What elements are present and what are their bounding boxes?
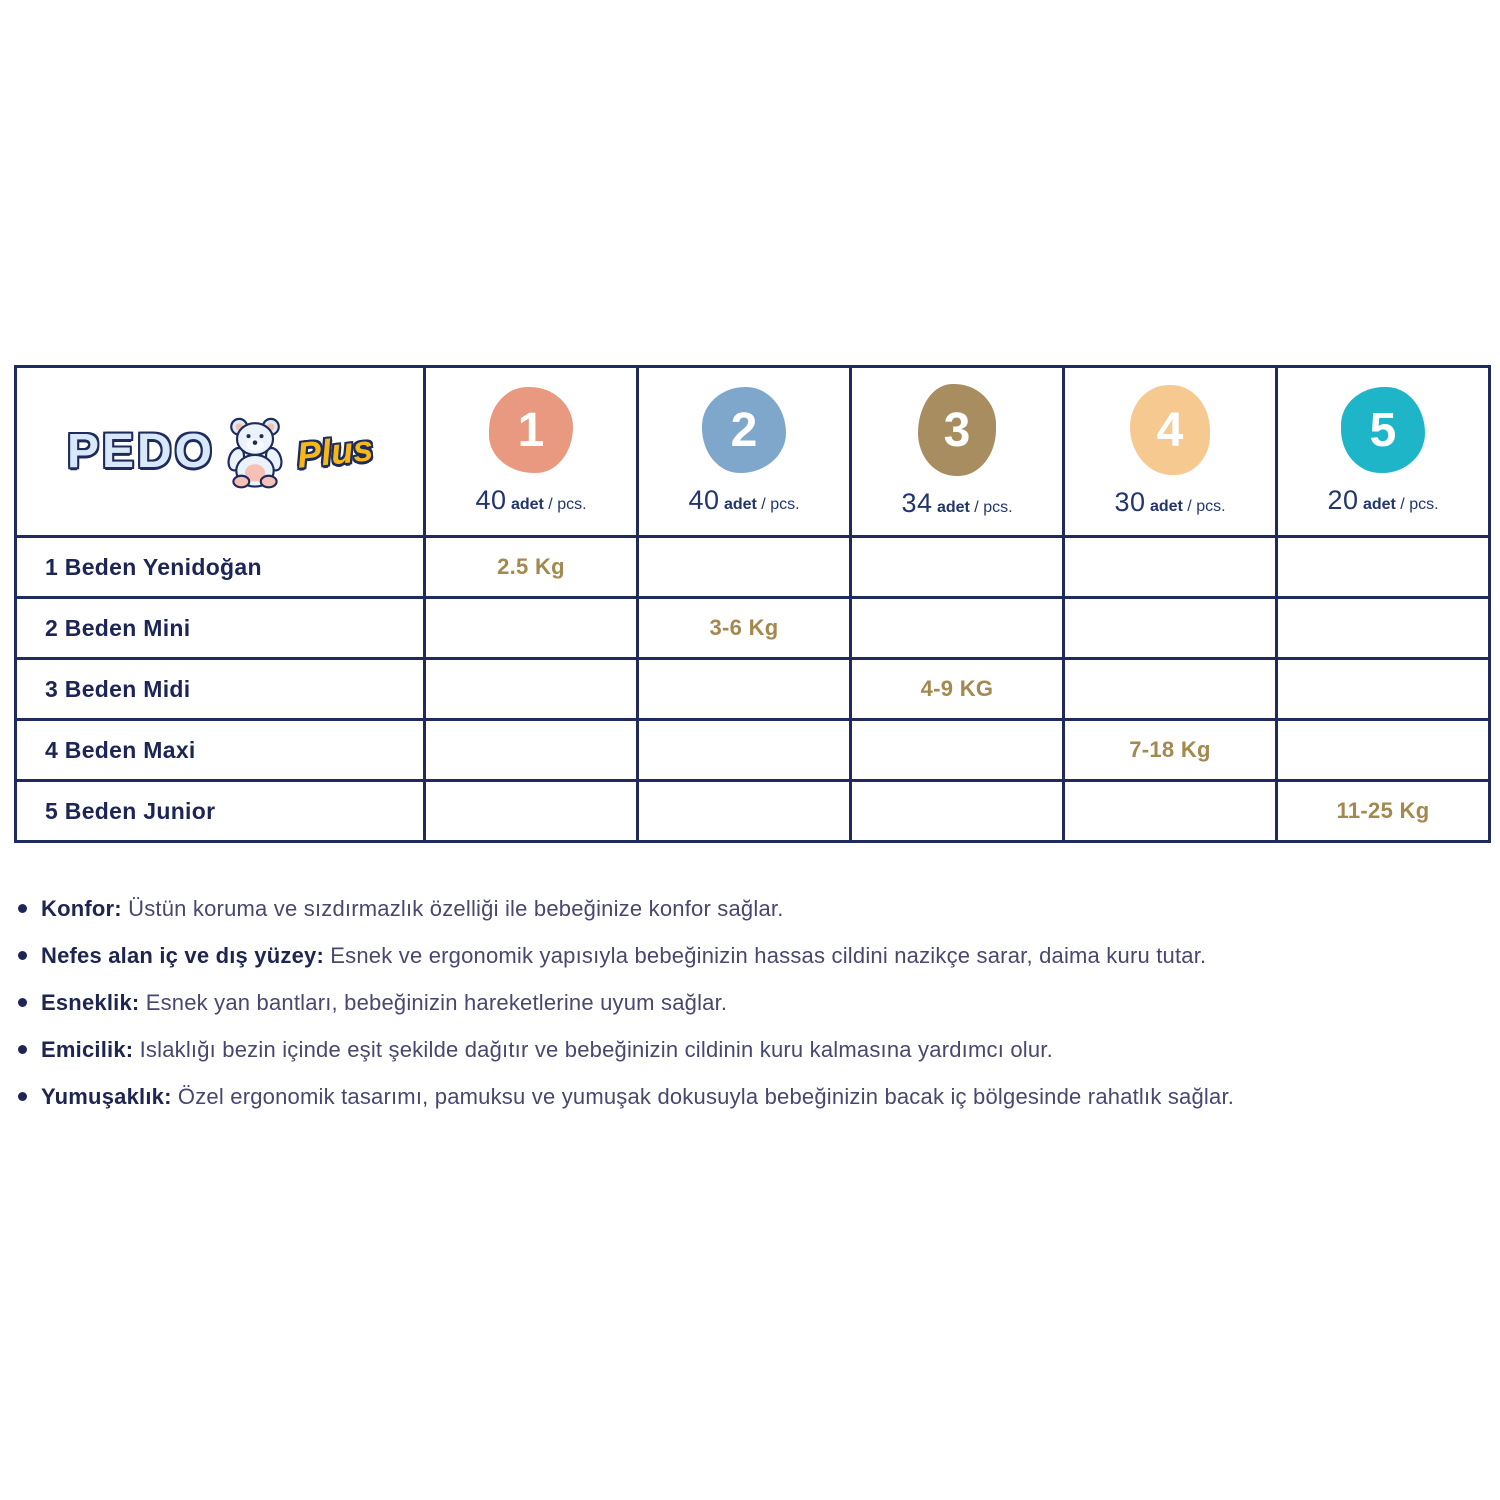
logo-text-pedo: PEDO [66, 425, 215, 478]
bullet-icon [18, 951, 27, 960]
weight-cell [425, 598, 638, 659]
feature-list [18, 896, 1483, 1131]
row-label-junior: 5 Beden Junior [16, 781, 425, 842]
row-label-midi: 3 Beden Midi [16, 659, 425, 720]
logo-text-plus: Plus [295, 426, 375, 476]
weight-cell [638, 781, 851, 842]
size-1-circle [489, 387, 573, 473]
size-5-count: 20 adet / pcs. [1327, 485, 1439, 515]
size-2-circle [702, 387, 786, 473]
pedo-plus-logo [17, 414, 423, 490]
weight-cell [1277, 659, 1490, 720]
bullet-icon [18, 904, 27, 913]
row-label-newborn: 1 Beden Yenidoğan [16, 537, 425, 598]
size-1-count: 40 adet / pcs. [475, 485, 587, 515]
weight-cell: 7-18 Kg [1064, 720, 1277, 781]
size-5-number: 5 [1369, 403, 1397, 457]
weight-cell: 3-6 Kg [638, 598, 851, 659]
size-4-number: 4 [1156, 403, 1184, 457]
size-2-number: 2 [730, 403, 758, 457]
bullet-icon [18, 998, 27, 1007]
size-column-header-4 [1064, 367, 1277, 537]
weight-cell [425, 720, 638, 781]
table-row [16, 659, 1490, 720]
weight-cell [1277, 598, 1490, 659]
weight-cell [1064, 659, 1277, 720]
size-1-number: 1 [517, 403, 545, 457]
weight-cell [1277, 720, 1490, 781]
weight-cell [1277, 537, 1490, 598]
size-4-count: 30 adet / pcs. [1114, 487, 1226, 517]
size-3-count: 34 adet / pcs. [901, 488, 1013, 518]
size-5-circle [1341, 387, 1425, 473]
table-header-row [16, 367, 1490, 537]
teddy-bear-icon [219, 414, 291, 490]
weight-cell [1064, 537, 1277, 598]
row-label-maxi: 4 Beden Maxi [16, 720, 425, 781]
weight-cell [851, 537, 1064, 598]
weight-cell: 11-25 Kg [1277, 781, 1490, 842]
weight-cell [851, 720, 1064, 781]
size-3-number: 3 [943, 403, 971, 457]
weight-cell: 4-9 KG [851, 659, 1064, 720]
weight-cell [851, 781, 1064, 842]
logo-cell [16, 367, 425, 537]
feature-item-yumusaklik: Yumuşaklık: Özel ergonomik tasarımı, pamuksu ve yumuşak dokusuyla bebeğinizin bacak iç bölgesinde rahatlık sağlar. [18, 1084, 1483, 1110]
feature-item-emicilik: Emicilik: Islaklığı bezin içinde eşit şekilde dağıtır ve bebeğinizin cildinin kuru kalmasına yardımcı olur. [18, 1037, 1483, 1063]
size-column-header-1 [425, 367, 638, 537]
table-row [16, 598, 1490, 659]
table-row [16, 781, 1490, 842]
bullet-icon [18, 1092, 27, 1101]
size-3-circle [918, 384, 996, 476]
weight-cell [1064, 781, 1277, 842]
weight-cell [638, 659, 851, 720]
weight-cell [425, 781, 638, 842]
weight-cell: 2.5 Kg [425, 537, 638, 598]
weight-cell [638, 537, 851, 598]
feature-item-konfor: Konfor: Üstün koruma ve sızdırmazlık özelliği ile bebeğinize konfor sağlar. [18, 896, 1483, 922]
weight-cell [425, 659, 638, 720]
bullet-icon [18, 1045, 27, 1054]
feature-item-nefes: Nefes alan iç ve dış yüzey: Esnek ve ergonomik yapısıyla bebeğinizin hassas cildini nazikçe sarar, daima kuru tutar. [18, 943, 1483, 969]
size-2-count: 40 adet / pcs. [688, 485, 800, 515]
size-chart-table [14, 365, 1491, 843]
size-4-circle [1130, 385, 1210, 475]
row-label-mini: 2 Beden Mini [16, 598, 425, 659]
weight-cell [638, 720, 851, 781]
table-row [16, 537, 1490, 598]
size-column-header-5 [1277, 367, 1490, 537]
weight-cell [1064, 598, 1277, 659]
size-column-header-2 [638, 367, 851, 537]
feature-item-esneklik: Esneklik: Esnek yan bantları, bebeğinizin hareketlerine uyum sağlar. [18, 990, 1483, 1016]
size-column-header-3 [851, 367, 1064, 537]
table-row [16, 720, 1490, 781]
weight-cell [851, 598, 1064, 659]
